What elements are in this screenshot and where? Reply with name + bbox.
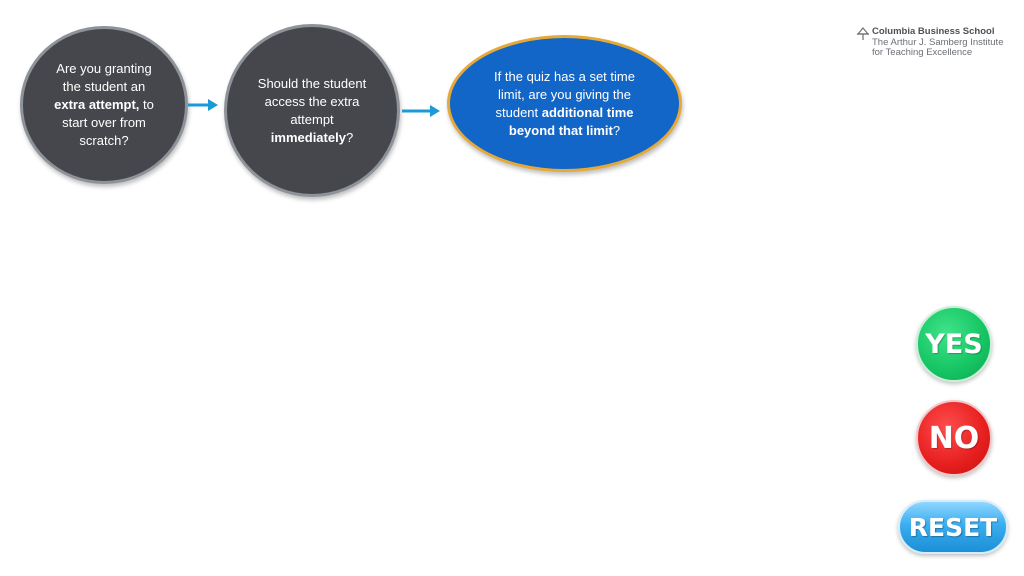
logo-school-name: Columbia Business School	[872, 26, 995, 37]
question-fragment: If the quiz has a set time limit, are you giving the student	[494, 68, 635, 120]
question-node-additional-time	[447, 35, 682, 172]
arrow-connector-1	[188, 97, 220, 113]
question-emphasis: additional time beyond that limit	[508, 104, 634, 138]
question-emphasis: extra attempt,	[54, 97, 140, 112]
question-node-extra-attempt	[20, 26, 188, 184]
yes-button-label: YES	[925, 328, 983, 360]
logo-institute-subtitle: for Teaching Excellence	[872, 47, 973, 58]
question-fragment: Are you granting the student an	[56, 61, 152, 94]
question-text	[257, 75, 367, 147]
question-text	[48, 60, 160, 150]
question-fragment: ?	[345, 129, 354, 145]
reset-button-label: RESET	[908, 512, 998, 542]
logo-institute-name: The Arthur J. Samberg Institute	[872, 36, 1004, 48]
yes-button[interactable]	[916, 306, 992, 382]
question-emphasis: immediately	[270, 129, 346, 145]
question-fragment: Should the student access the extra attempt	[257, 75, 367, 127]
question-node-immediately	[224, 24, 400, 197]
no-button-label: NO	[928, 420, 980, 456]
reset-button[interactable]	[898, 500, 1008, 554]
question-fragment: to start over from scratch?	[62, 97, 154, 148]
question-text	[482, 68, 647, 140]
columbia-crown-icon	[856, 27, 870, 41]
question-fragment: ?	[612, 122, 621, 138]
arrow-connector-2	[402, 103, 442, 119]
no-button[interactable]	[916, 400, 992, 476]
